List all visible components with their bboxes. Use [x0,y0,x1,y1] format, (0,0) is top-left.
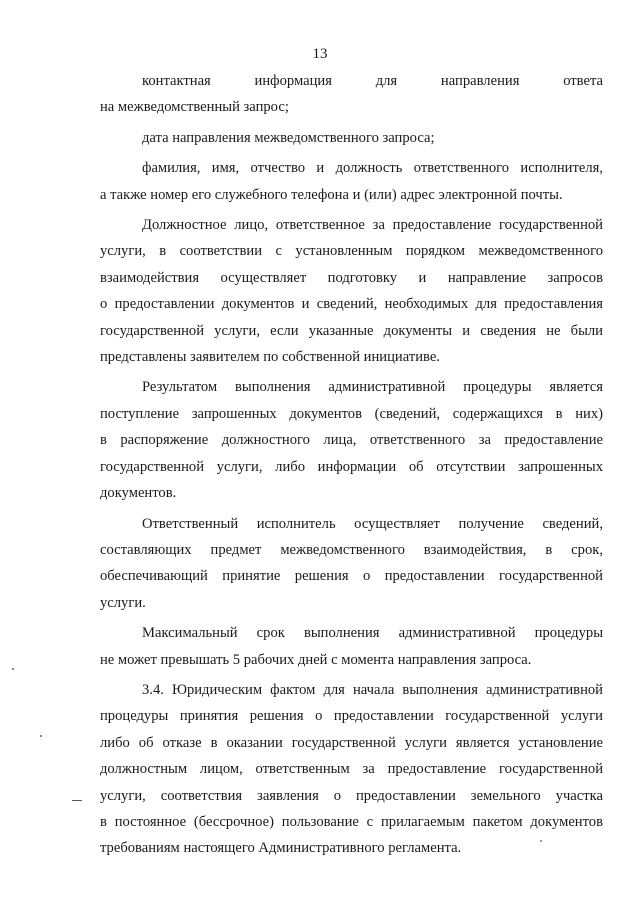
paragraph-executor-name [100,155,603,208]
text-line: услуги. [100,594,146,611]
document-body [100,68,603,866]
text-line: Максимальный срок выполнения административной процедуры [142,625,603,642]
text-line: а также номер его служебного телефона и (или) адрес электронной почты. [100,186,563,203]
scan-artifact-dot [40,735,42,737]
text-line: требованиям настоящего Административного регламента. [100,840,462,857]
text-line: в постоянное (бессрочное) пользование с прилагаемым пакетом документов [100,813,603,830]
paragraph-section-3-4 [100,677,603,862]
paragraph-procedure-result [100,374,603,506]
text-line: документов. [100,485,177,502]
text-line: контактная информация для направления ответа [142,73,603,89]
paragraph-contact-info [100,68,603,121]
text-line: Ответственный исполнитель осуществляет получение сведений, [142,515,603,532]
text-line: в распоряжение должностного лица, ответственного за предоставление [100,432,603,449]
paragraph-request-date [100,125,603,151]
text-line: процедуры принятия решения о предоставлении государственной услуги [100,708,603,725]
text-line: должностным лицом, ответственным за предоставление государственной [100,761,603,778]
text-line: государственной услуги, если указанные документы и сведения не были [100,322,603,339]
text-line: услуги, соответствия заявления о предоставлении земельного участка [100,787,603,804]
text-line: государственной услуги, либо информации об отсутствии запрошенных [100,458,603,475]
text-line: Должностное лицо, ответственное за предоставление государственной [142,217,603,234]
text-line: 3.4. Юридическим фактом для начала выполнения административной [142,681,603,698]
text-line: либо об отказе в оказании государственной услуги является установление [100,734,603,751]
text-line: дата направления межведомственного запроса; [142,129,435,146]
text-line: о предоставлении документов и сведений, необходимых для предоставления [100,296,603,313]
paragraph-official-duties [100,212,603,370]
scan-artifact-dot [12,668,14,670]
text-line: представлены заявителем по собственной инициативе. [100,349,440,366]
paragraph-executor-receipt [100,511,603,617]
text-line: обеспечивающий принятие решения о предоставлении государственной [100,568,603,585]
text-line: взаимодействия осуществляет подготовку и направление запросов [100,269,603,286]
text-line: не может превышать 5 рабочих дней с момента направления запроса. [100,651,532,668]
scan-artifact-dash [72,800,82,801]
scan-artifact-dot [540,840,542,842]
text-line: на межведомственный запрос; [100,99,289,116]
text-line: Результатом выполнения административной процедуры является [142,379,603,396]
page-number: 13 [312,46,328,62]
paragraph-max-duration [100,620,603,673]
text-line: поступление запрошенных документов (сведений, содержащихся в них) [100,405,603,422]
text-line: составляющих предмет межведомственного взаимодействия, в срок, [100,541,603,558]
text-line: фамилия, имя, отчество и должность ответственного исполнителя, [142,160,603,177]
text-line: услуги, в соответствии с установленным порядком межведомственного [100,243,603,260]
